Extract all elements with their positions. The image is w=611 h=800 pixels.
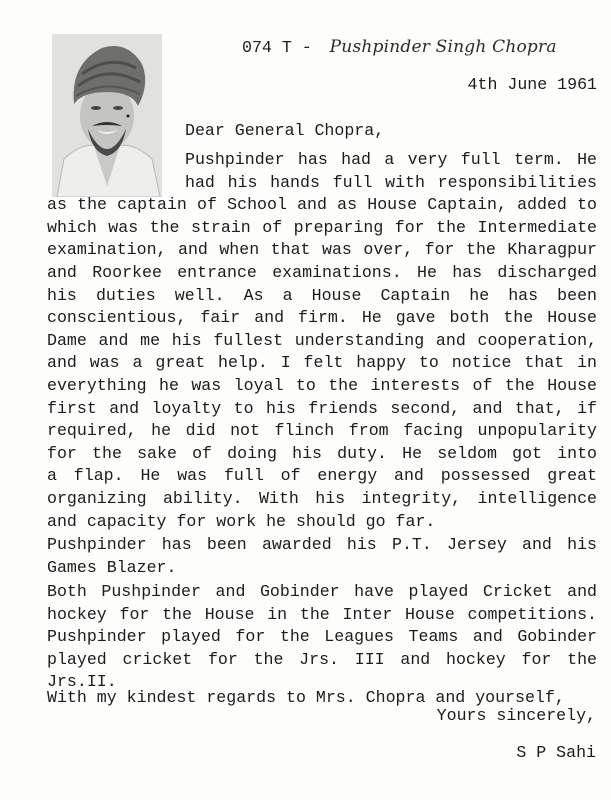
- text-line: his duties well. As a House Captain he has been: [47, 285, 597, 305]
- text-line: and capacity for work he should go far.: [47, 511, 436, 531]
- document-reference: [242, 37, 557, 61]
- text-line: Games Blazer.: [47, 557, 177, 577]
- text-line: for the sake of doing his duty. He seldom got into: [47, 443, 597, 463]
- portrait-icon: [52, 34, 162, 197]
- handwritten-name: Pushpinder Singh Chopra: [329, 37, 557, 57]
- salutation: Dear General Chopra,: [185, 121, 385, 140]
- text-line: hockey for the House in the Inter House competitions.: [47, 604, 597, 624]
- closing-line: With my kindest regards to Mrs. Chopra and yourself,: [47, 688, 565, 707]
- text-line: Jrs.II.: [47, 672, 117, 692]
- sign-off: Yours sincerely,: [436, 706, 596, 725]
- text-line: had his hands full with responsibilities: [185, 172, 597, 192]
- text-line: which was the strain of preparing for the Intermediate: [47, 217, 597, 237]
- text-line: examination, and when that was over, for the Kharagpur: [47, 240, 597, 260]
- letter-date: 4th June 1961: [467, 75, 597, 94]
- text-line: as the captain of School and as House Captain, added to: [47, 195, 597, 215]
- text-line: Pushpinder has had a very full term. He: [185, 150, 597, 169]
- text-line: a flap. He was full of energy and possessed great: [47, 466, 597, 486]
- text-line: organizing ability. With his integrity, intelligence: [47, 489, 597, 508]
- text-line: first and loyalty to his friends second, and that, if: [47, 398, 597, 418]
- text-line: Pushpinder has been awarded his P.T. Jersey and his: [47, 535, 597, 554]
- text-line: required, he did not flinch from facing unpopularity: [47, 421, 597, 441]
- text-line: conscientious, fair and firm. He gave both the House: [47, 308, 597, 328]
- text-line: played cricket for the Jrs. III and hockey for the: [47, 649, 597, 669]
- reference-number: 074 T -: [242, 38, 322, 57]
- text-line: everything he was loyal to the interests of the House: [47, 376, 597, 395]
- text-line: Dame and me his fullest understanding and cooperation,: [47, 330, 597, 350]
- text-line: Both Pushpinder and Gobinder have played Cricket and: [47, 582, 597, 601]
- signature: S P Sahi: [516, 743, 596, 762]
- text-line: Pushpinder played for the Leagues Teams and Gobinder: [47, 627, 597, 647]
- portrait-photo: [52, 34, 162, 197]
- text-line: and Roorkee entrance examinations. He has discharged: [47, 263, 597, 282]
- text-line: and was a great help. I felt happy to notice that in: [47, 353, 597, 373]
